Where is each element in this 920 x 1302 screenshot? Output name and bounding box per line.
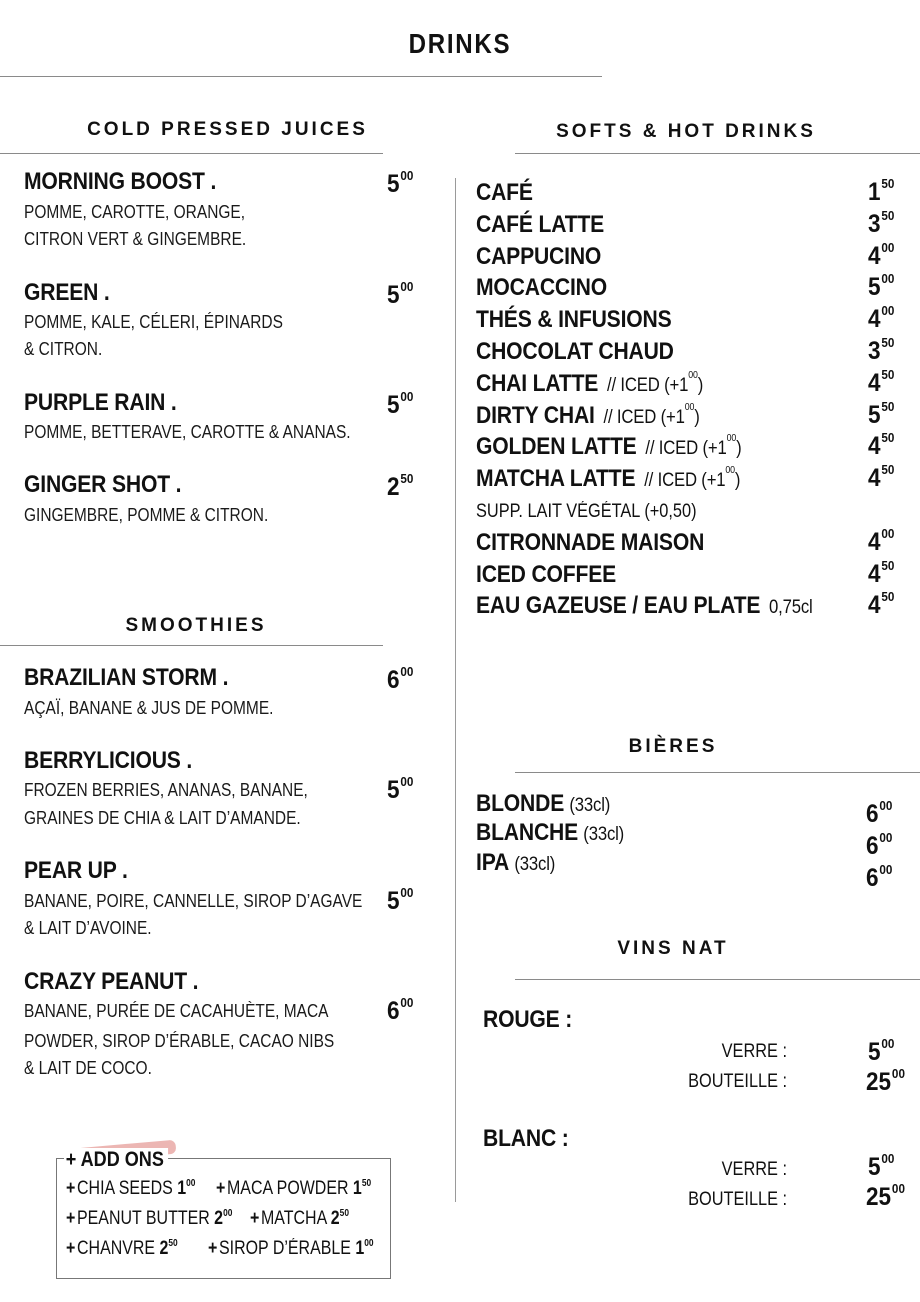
item-name: PURPLE RAIN . [24,389,177,416]
addon-item: +CHANVRE $2^{50}$ [66,1238,178,1259]
item-price: $5^{50}$ [868,399,895,429]
item-desc: POMME, KALE, CÉLERI, ÉPINARDS [24,312,283,332]
item-desc: BANANE, POIRE, CANNELLE, SIROP D’AGAVE [24,891,363,911]
item-price: $4^{00}$ [868,303,895,333]
section-heading-bieres: BIÈRES [628,736,718,757]
item-price: $4^{50}$ [868,430,895,460]
softs-divider [515,153,920,154]
item-name: MATCHA LATTE // ICED $(+1^{00})$ [476,465,741,492]
item-desc: POMME, CAROTTE, ORANGE, [24,202,246,222]
item-price: $5^{00}$ [387,885,414,915]
item-name: EAU GAZEUSE / EAU PLATE 0,75cl [476,592,813,619]
item-name: MOCACCINO [476,274,607,301]
item-name: CHAI LATTE // ICED $(+1^{00})$ [476,370,704,397]
wine-bouteille-label: BOUTEILLE : [688,1189,787,1210]
wine-category-rouge: ROUGE : [483,1006,573,1033]
wine-verre-price: $5^{00}$ [868,1036,895,1066]
item-desc: & LAIT D’AVOINE. [24,918,152,938]
item-name: BERRYLICIOUS . [24,747,193,774]
item-desc: FROZEN BERRIES, ANANAS, BANANE, [24,780,308,800]
item-price: $6^{00}$ [866,862,893,892]
item-price: $3^{50}$ [868,208,895,238]
item-name: BRAZILIAN STORM . [24,664,229,691]
item-note: // ICED $(+1^{00})$ [603,402,700,428]
item-desc: GRAINES DE CHIA & LAIT D’AMANDE. [24,808,301,828]
addon-item: +PEANUT BUTTER $2^{00}$ [66,1208,233,1229]
item-price: $2^{50}$ [387,471,414,501]
addon-item: +MACA POWDER $1^{50}$ [216,1178,372,1199]
item-desc: POMME, BETTERAVE, CAROTTE & ANANAS. [24,422,351,442]
section-heading-smoothies: SMOOTHIES [125,615,267,636]
item-note: // ICED $(+1^{00})$ [607,370,704,396]
item-note: // ICED $(+1^{00})$ [645,433,742,459]
item-name: MORNING BOOST . [24,168,217,195]
item-name: GOLDEN LATTE // ICED $(+1^{00})$ [476,433,742,460]
addon-item: +MATCHA $2^{50}$ [250,1208,350,1229]
item-desc: BANANE, PURÉE DE CACAHUÈTE, MACA [24,1001,329,1021]
bieres-divider [515,772,920,773]
item-price: $6^{00}$ [387,995,414,1025]
item-note: (33cl) [583,824,625,845]
item-price: $3^{50}$ [868,335,895,365]
cold-juices-divider [0,153,383,154]
vins-divider [515,979,920,980]
title-divider [0,76,602,77]
addons-heading: + ADD ONS [64,1148,168,1172]
item-name: THÉS & INFUSIONS [476,306,672,333]
item-desc: GINGEMBRE, POMME & CITRON. [24,505,269,525]
wine-bouteille-label: BOUTEILLE : [688,1071,787,1092]
item-name: DIRTY CHAI // ICED $(+1^{00})$ [476,402,700,429]
item-price: $5^{00}$ [868,271,895,301]
item-name: IPA (33cl) [476,849,556,876]
supp-note: SUPP. LAIT VÉGÉTAL (+0,50) [476,501,697,522]
wine-verre-label: VERRE : [721,1041,787,1062]
smoothies-divider [0,645,383,646]
item-price: $5^{00}$ [387,774,414,804]
item-name: CITRONNADE MAISON [476,529,705,556]
item-price: $4^{00}$ [868,240,895,270]
item-price: $5^{00}$ [387,279,414,309]
wine-verre-label: VERRE : [721,1159,787,1180]
item-name: ICED COFFEE [476,561,617,588]
item-price: $5^{00}$ [387,168,414,198]
item-price: $6^{00}$ [866,830,893,860]
addon-item: +CHIA SEEDS $1^{00}$ [66,1178,196,1199]
item-note: (33cl) [569,795,611,816]
section-heading-cold-juices: COLD PRESSED JUICES [87,119,368,140]
item-price: $4^{50}$ [868,558,895,588]
wine-category-blanc: BLANC : [483,1125,569,1152]
item-name: CAFÉ [476,179,533,206]
item-price: $4^{50}$ [868,367,895,397]
item-name: GREEN . [24,279,110,306]
page-title: DRINKS [408,28,512,59]
item-name: BLANCHE (33cl) [476,819,625,846]
item-note: // ICED $(+1^{00})$ [644,465,741,491]
item-desc: & LAIT DE COCO. [24,1058,152,1078]
item-name: CAPPUCINO [476,243,602,270]
item-name: BLONDE (33cl) [476,790,611,817]
item-price: $6^{00}$ [866,798,893,828]
item-name: CRAZY PEANUT . [24,968,199,995]
wine-bouteille-price: $25^{00}$ [866,1181,905,1211]
item-price: $6^{00}$ [387,664,414,694]
item-price: $5^{00}$ [387,389,414,419]
item-price: $4^{00}$ [868,526,895,556]
item-desc: CITRON VERT & GINGEMBRE. [24,229,247,249]
section-heading-vins: VINS NAT [617,938,729,959]
item-note: 0,75cl [769,597,813,618]
item-desc: AÇAÏ, BANANE & JUS DE POMME. [24,698,274,718]
item-desc: POWDER, SIROP D’ÉRABLE, CACAO NIBS [24,1031,335,1051]
item-price: $1^{50}$ [868,176,895,206]
addon-item: +SIROP D’ÉRABLE $1^{00}$ [208,1238,374,1259]
item-name: CHOCOLAT CHAUD [476,338,674,365]
column-divider [455,178,456,1202]
item-name: PEAR UP . [24,857,128,884]
item-price: $4^{50}$ [868,462,895,492]
item-name: CAFÉ LATTE [476,211,605,238]
section-heading-softs: SOFTS & HOT DRINKS [556,121,816,142]
item-name: GINGER SHOT . [24,471,182,498]
item-desc: & CITRON. [24,339,103,359]
wine-verre-price: $5^{00}$ [868,1151,895,1181]
item-note: (33cl) [514,854,556,875]
wine-bouteille-price: $25^{00}$ [866,1066,905,1096]
item-price: $4^{50}$ [868,589,895,619]
